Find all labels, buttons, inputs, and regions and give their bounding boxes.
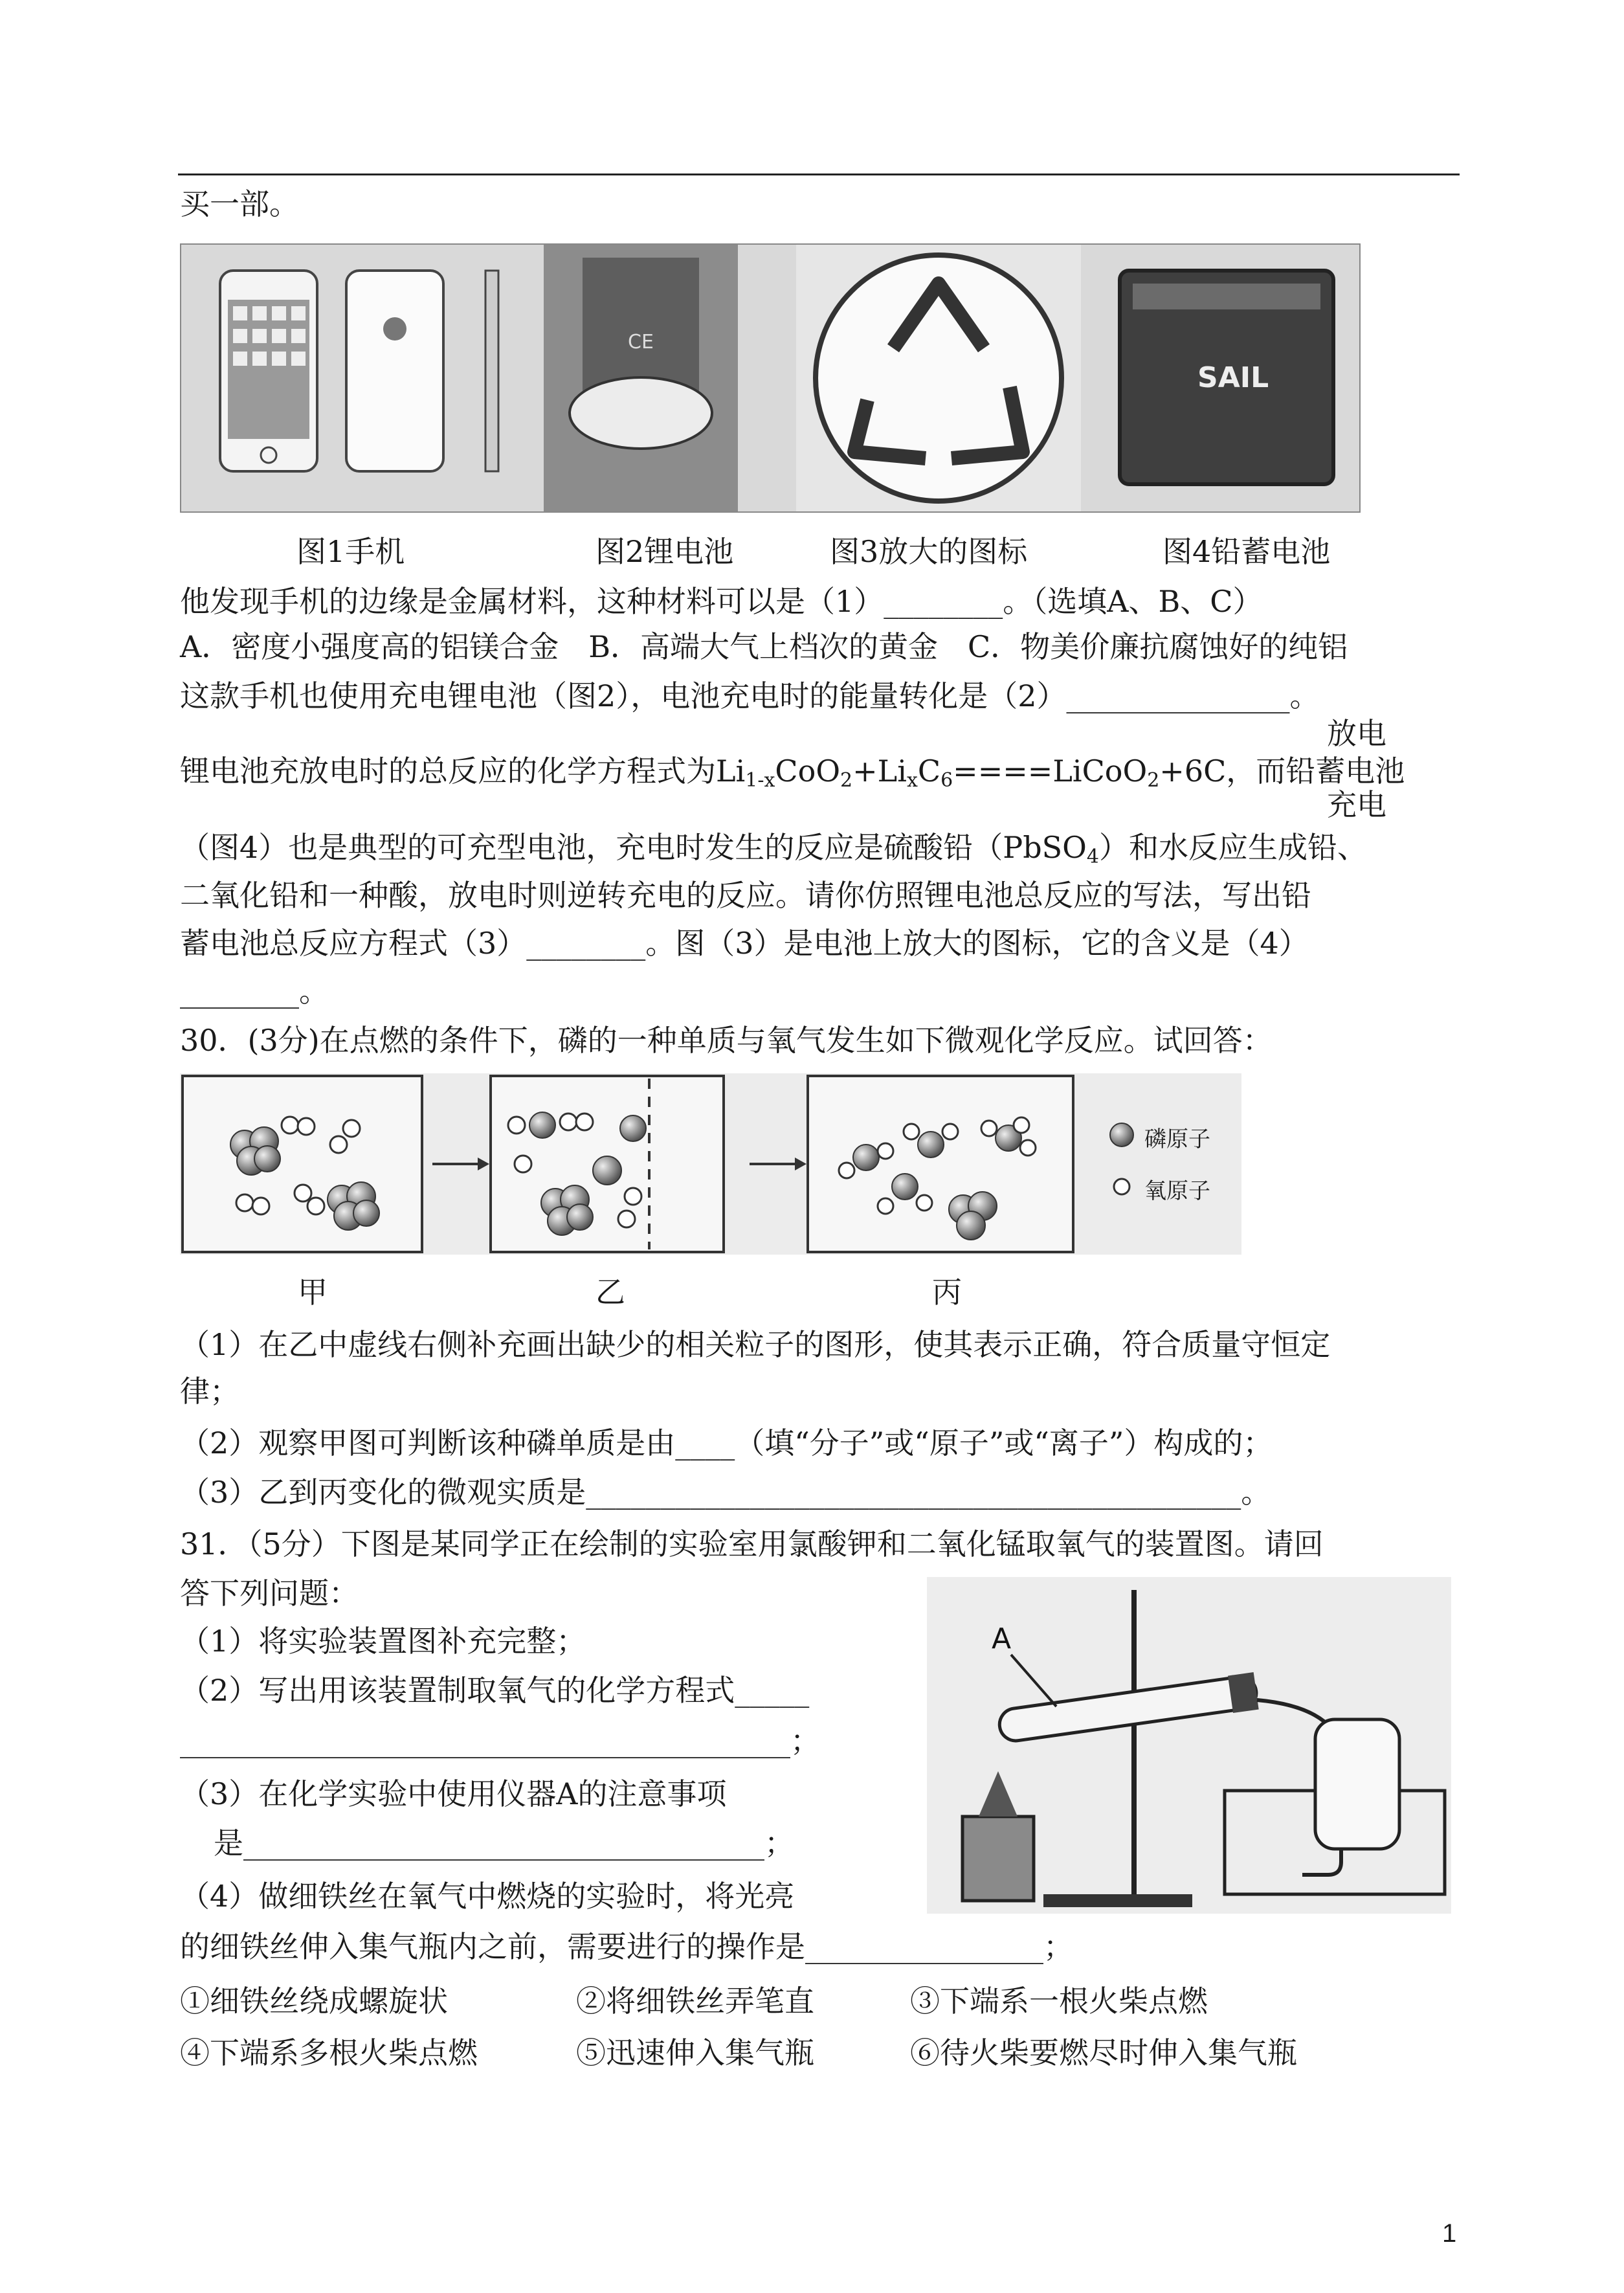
q29-line5-a: （图4）也是典型的可充型电池，充电时发生的反应是硫酸铅（PbSO: [180, 830, 1087, 865]
apparatus-label-a: A: [992, 1622, 1012, 1655]
q29-line8: ________。: [180, 974, 329, 1009]
charge-label: 充电: [1327, 787, 1386, 822]
phosphorus-atom-legend-symbol: [1110, 1123, 1133, 1146]
q30-q2: （2）观察甲图可判断该种磷单质是由____（填“分子”或“原子”或“离子”）构成的；: [180, 1426, 1273, 1460]
apparatus-svg: [927, 1577, 1451, 1914]
eq-sub-4: 6: [940, 769, 953, 792]
legend-phosphorus: 磷原子: [1144, 1126, 1210, 1152]
q29-line5-sub: 4: [1086, 845, 1099, 868]
eq-part-d: C: [917, 754, 941, 789]
eq-part-c: +Li: [852, 754, 907, 789]
header-rule: [178, 173, 1460, 175]
battery-brand-label: SAIL: [1197, 361, 1269, 394]
svg-text:CE: CE: [628, 331, 654, 353]
equation-prefix: 锂电池充放电时的总反应的化学方程式为: [180, 754, 716, 789]
figure-strip: [180, 243, 1361, 513]
q29-line2: A．密度小强度高的铝镁合金 B．高端大气上档次的黄金 C．物美价廉抗腐蚀好的纯铝: [180, 629, 1348, 664]
box-jia: [183, 1076, 422, 1252]
eq-sub-5: 2: [1147, 769, 1160, 792]
q31-q2-b: _________________________________________；: [180, 1723, 820, 1758]
label-bing: 丙: [932, 1275, 962, 1310]
page-number: 1: [1442, 2219, 1457, 2248]
label-yi: 乙: [595, 1275, 625, 1310]
discharge-label: 放电: [1327, 716, 1386, 751]
figure-caption-3: 图3放大的图标: [830, 534, 1028, 569]
q31-q3-b: 是___________________________________；: [214, 1826, 794, 1861]
figure-caption-2: 图2锂电池: [595, 534, 734, 569]
q29-line7: 蓄电池总反应方程式（3）________。图（3）是电池上放大的图标，它的含义是（4）: [180, 926, 1309, 961]
q29-equation-line: [180, 752, 1405, 800]
q29-line1: 他发现手机的边缘是金属材料，这种材料可以是（1）________。（选填A、B、C）: [180, 584, 1263, 619]
reaction-diagram: [180, 1073, 1241, 1255]
q31-q3-a: （3）在化学实验中使用仪器A的注意事项: [180, 1776, 727, 1811]
apparatus-diagram: [927, 1577, 1451, 1914]
intro-line: 买一部。: [180, 186, 299, 221]
eq-part-f: +6C，而铅蓄电池: [1159, 754, 1405, 789]
q31-title-1: 31．（5分）下图是某同学正在绘制的实验室用氯酸钾和二氧化锰取氧气的装置图。请回: [180, 1527, 1324, 1561]
q31-q1: （1）将实验装置图补充完整；: [180, 1624, 586, 1659]
q30-title: 30．(3分)在点燃的条件下，磷的一种单质与氧气发生如下微观化学反应。试回答：: [180, 1023, 1273, 1058]
q29-line5: [180, 829, 1367, 876]
eq-sub-2: 2: [840, 769, 853, 792]
q29-line5-b: ）和水反应生成铅、: [1098, 830, 1367, 865]
legend-oxygen: 氧原子: [1144, 1178, 1210, 1204]
label-jia: 甲: [298, 1275, 328, 1310]
q29-line6: 二氧化铅和一种酸，放电时则逆转充电的反应。请你仿照锂电池总反应的写法，写出铅: [180, 878, 1311, 913]
q31-q4-a: （4）做细铁丝在氧气中燃烧的实验时，将光亮: [180, 1879, 795, 1914]
eq-part-b: CoO: [775, 754, 841, 789]
option-1: ①细铁丝绕成螺旋状: [180, 1984, 448, 2019]
option-4: ④下端系多根火柴点燃: [180, 2035, 478, 2070]
option-2: ②将细铁丝弄笔直: [576, 1984, 814, 2019]
figure-caption-4: 图4铅蓄电池: [1162, 534, 1331, 569]
figure-strip-svg: [181, 245, 1359, 511]
oxygen-atom-legend-symbol: [1114, 1179, 1129, 1194]
q30-q1-a: （1）在乙中虚线右侧补充画出缺少的相关粒子的图形，使其表示正确，符合质量守恒定: [180, 1327, 1331, 1362]
eq-sub-1: 1-x: [745, 769, 775, 792]
q31-title-2: 答下列问题：: [180, 1576, 359, 1611]
q29-line3: 这款手机也使用充电锂电池（图2），电池充电时的能量转化是（2）_______________。: [180, 678, 1320, 713]
q31-q2-a: （2）写出用该装置制取氧气的化学方程式_____: [180, 1673, 810, 1708]
reaction-svg: [180, 1073, 1241, 1255]
option-3: ③下端系一根火柴点燃: [910, 1984, 1208, 2019]
eq-sub-3: x: [906, 769, 918, 792]
figure-caption-1: 图1手机: [296, 534, 405, 569]
phone-back-image: [346, 271, 443, 471]
eq-part-e: ====LiCoO: [953, 754, 1148, 789]
eq-part-a: Li: [716, 754, 746, 789]
option-5: ⑤迅速伸入集气瓶: [576, 2035, 814, 2070]
option-6: ⑥待火柴要燃尽时伸入集气瓶: [910, 2035, 1297, 2070]
q30-q1-b: 律；: [180, 1374, 239, 1409]
q30-q3: （3）乙到丙变化的微观实质是____________________________________________。: [180, 1475, 1271, 1510]
q31-q4-b: 的细铁丝伸入集气瓶内之前，需要进行的操作是________________；: [180, 1929, 1073, 1964]
